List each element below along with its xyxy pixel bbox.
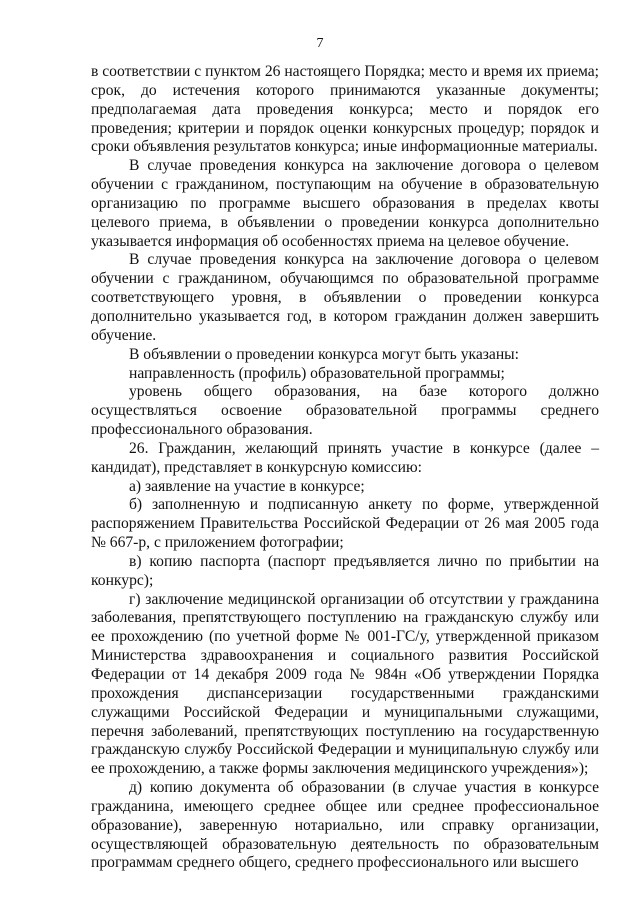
paragraph-10: в) копию паспорта (паспорт предъявляется лично по прибытии на конкурс); (91, 552, 599, 589)
paragraph-3: В случае проведения конкурса на заключение договора о целевом обучении с гражданином, обучающимся по образовательной программе соответствующего уровня, в объявлении о проведении конкурса дополнительно указывается год, в котором гражданин должен завершить обучение. (91, 251, 599, 344)
paragraph-4: В объявлении о проведении конкурса могут быть указаны: (129, 345, 519, 363)
paragraph-2: В случае проведения конкурса на заключение договора о целевом обучении с гражданином, поступающим на обучение в образовательную организацию по программе высшего образования в пределах квоты целевого приема, в объявлении о проведении конкурса дополнительно указывается информация об особенностях приема на целевое обучение. (91, 157, 599, 250)
paragraph-11: г) заключение медицинской организации об отсутствии у гражданина заболевания, препятствующего поступлению на гражданскую службу или ее прохождению (по учетной форме № 001-ГС/у, утвержденной приказом Министерства здравоохранения и социального развития Российской Федерации от 14 декабря 2009 года № 984н «Об утверждении Порядка прохождения диспансеризации государственными гражданскими служащими Российской Федерации и муниципальными служащими, перечня заболеваний, препятствующих поступлению на государственную гражданскую службу Российской Федерации и муниципальную службу или ее прохождению, а также формы заключения медицинского учреждения»); (91, 590, 599, 778)
page-number: 7 (316, 36, 324, 51)
paragraph-12: д) копию документа об образовании (в случае участия в конкурсе гражданина, имеющего среднее общее или среднее профессиональное образование), заверенную нотариально, или справку организации, осуществляющей образовательную деятельность по образовательным программам среднего общего, среднего профессионального или высшего (91, 779, 599, 872)
paragraph-5: направленность (профиль) образовательной программы; (129, 364, 505, 382)
document-body (91, 63, 599, 873)
paragraph-1: в соответствии с пунктом 26 настоящего Порядка; место и время их приема; срок, до истечения которого принимаются указанные документы; предполагаемая дата проведения конкурса; место и порядок его проведения; критерии и порядок оценки конкурсных процедур; порядок и сроки объявления результатов конкурса; иные информационные материалы. (91, 63, 599, 156)
paragraph-9: б) заполненную и подписанную анкету по форме, утвержденной распоряжением Правительства Российской Федерации от 26 мая 2005 года № 667-р, с приложением фотографии; (91, 496, 599, 552)
paragraph-6: уровень общего образования, на базе которого должно осуществляться освоение образовательной программы среднего профессионального образования. (91, 383, 599, 439)
paragraph-8: а) заявление на участие в конкурсе; (129, 477, 365, 495)
paragraph-7: 26. Гражданин, желающий принять участие в конкурсе (далее – кандидат), представляет в конкурсную комиссию: (91, 439, 599, 476)
